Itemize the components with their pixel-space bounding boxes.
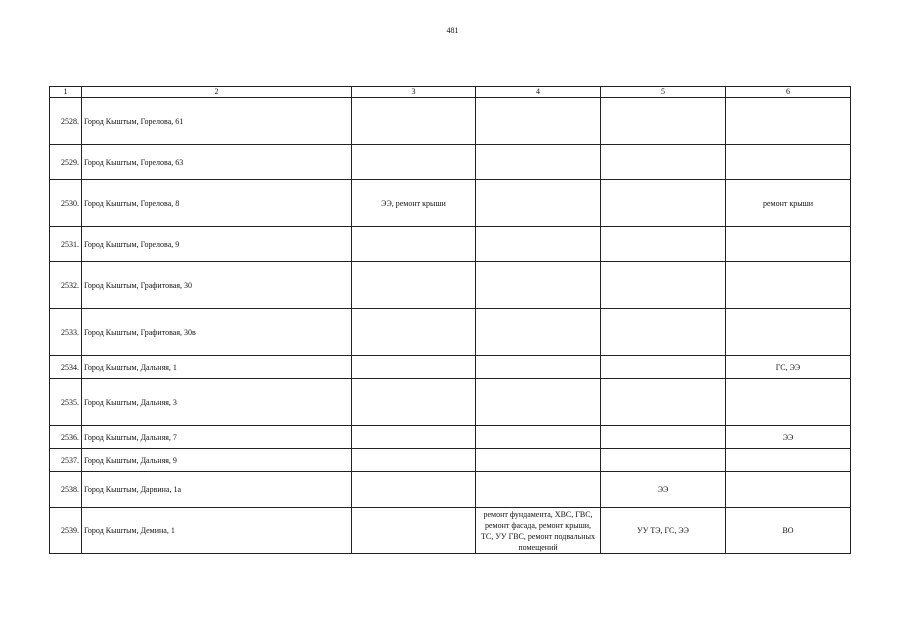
cell-col4: ремонт фундамента, ХВС, ГВС, ремонт фасада, ремонт крыши, ТС, УУ ГВС, ремонт подвальных помещений	[476, 508, 601, 554]
cell-col3	[352, 449, 476, 472]
cell-col6	[726, 472, 851, 508]
table-row	[50, 145, 851, 180]
cell-col4	[476, 98, 601, 145]
cell-col6	[726, 379, 851, 426]
column-header-1: 1	[50, 87, 82, 98]
row-number: 2530.	[50, 180, 82, 227]
cell-col3	[352, 98, 476, 145]
table-row	[50, 180, 851, 227]
row-number: 2532.	[50, 262, 82, 309]
cell-col4	[476, 379, 601, 426]
cell-col6	[726, 262, 851, 309]
cell-col6: ЭЭ	[726, 426, 851, 449]
cell-col4	[476, 426, 601, 449]
cell-col5	[601, 426, 726, 449]
cell-col6	[726, 227, 851, 262]
cell-col4	[476, 309, 601, 356]
cell-col5	[601, 227, 726, 262]
cell-col6: ВО	[726, 508, 851, 554]
cell-col3	[352, 262, 476, 309]
cell-col6	[726, 98, 851, 145]
row-number: 2536.	[50, 426, 82, 449]
row-number: 2534.	[50, 356, 82, 379]
row-address: Город Кыштым, Горелова, 9	[82, 227, 352, 262]
cell-col6	[726, 309, 851, 356]
row-address: Город Кыштым, Демина, 1	[82, 508, 352, 554]
cell-col4	[476, 145, 601, 180]
row-number: 2533.	[50, 309, 82, 356]
cell-col5: УУ ТЭ, ГС, ЭЭ	[601, 508, 726, 554]
table-row	[50, 472, 851, 508]
row-address: Город Кыштым, Горелова, 61	[82, 98, 352, 145]
row-address: Город Кыштым, Графитовая, 30в	[82, 309, 352, 356]
row-number: 2539.	[50, 508, 82, 554]
column-header-4: 4	[476, 87, 601, 98]
cell-col4	[476, 356, 601, 379]
row-address: Город Кыштым, Графитовая, 30	[82, 262, 352, 309]
row-address: Город Кыштым, Дальняя, 7	[82, 426, 352, 449]
column-header-5: 5	[601, 87, 726, 98]
cell-col3	[352, 356, 476, 379]
table-row	[50, 262, 851, 309]
cell-col4	[476, 449, 601, 472]
row-address: Город Кыштым, Дальняя, 9	[82, 449, 352, 472]
table-row	[50, 309, 851, 356]
row-number: 2537.	[50, 449, 82, 472]
table-row	[50, 227, 851, 262]
column-header-6: 6	[726, 87, 851, 98]
page-number: 481	[446, 26, 459, 35]
row-number: 2529.	[50, 145, 82, 180]
header-row	[50, 87, 851, 98]
cell-col6	[726, 145, 851, 180]
cell-col6	[726, 449, 851, 472]
row-number: 2528.	[50, 98, 82, 145]
cell-col3: ЭЭ, ремонт крыши	[352, 180, 476, 227]
cell-col5	[601, 379, 726, 426]
column-header-2: 2	[82, 87, 352, 98]
cell-col3	[352, 508, 476, 554]
row-number: 2538.	[50, 472, 82, 508]
table-row	[50, 98, 851, 145]
cell-col5	[601, 98, 726, 145]
cell-col4	[476, 472, 601, 508]
cell-col6: ремонт крыши	[726, 180, 851, 227]
cell-col3	[352, 309, 476, 356]
cell-col4	[476, 262, 601, 309]
cell-col5	[601, 180, 726, 227]
row-address: Город Кыштым, Горелова, 63	[82, 145, 352, 180]
table-row	[50, 379, 851, 426]
cell-col4	[476, 227, 601, 262]
table-row	[50, 356, 851, 379]
table-row	[50, 426, 851, 449]
cell-col5	[601, 309, 726, 356]
column-header-3: 3	[352, 87, 476, 98]
cell-col5	[601, 262, 726, 309]
row-address: Город Кыштым, Дальняя, 3	[82, 379, 352, 426]
table-row	[50, 449, 851, 472]
cell-col3	[352, 379, 476, 426]
cell-col3	[352, 145, 476, 180]
cell-col3	[352, 227, 476, 262]
work-table	[49, 86, 851, 554]
cell-col5	[601, 145, 726, 180]
cell-col6: ГС, ЭЭ	[726, 356, 851, 379]
row-number: 2535.	[50, 379, 82, 426]
row-address: Город Кыштым, Дарвина, 1а	[82, 472, 352, 508]
row-address: Город Кыштым, Горелова, 8	[82, 180, 352, 227]
cell-col3	[352, 472, 476, 508]
cell-col5	[601, 356, 726, 379]
cell-col4	[476, 180, 601, 227]
row-number: 2531.	[50, 227, 82, 262]
table-row	[50, 508, 851, 554]
cell-col5: ЭЭ	[601, 472, 726, 508]
cell-col5	[601, 449, 726, 472]
cell-col3	[352, 426, 476, 449]
row-address: Город Кыштым, Дальняя, 1	[82, 356, 352, 379]
